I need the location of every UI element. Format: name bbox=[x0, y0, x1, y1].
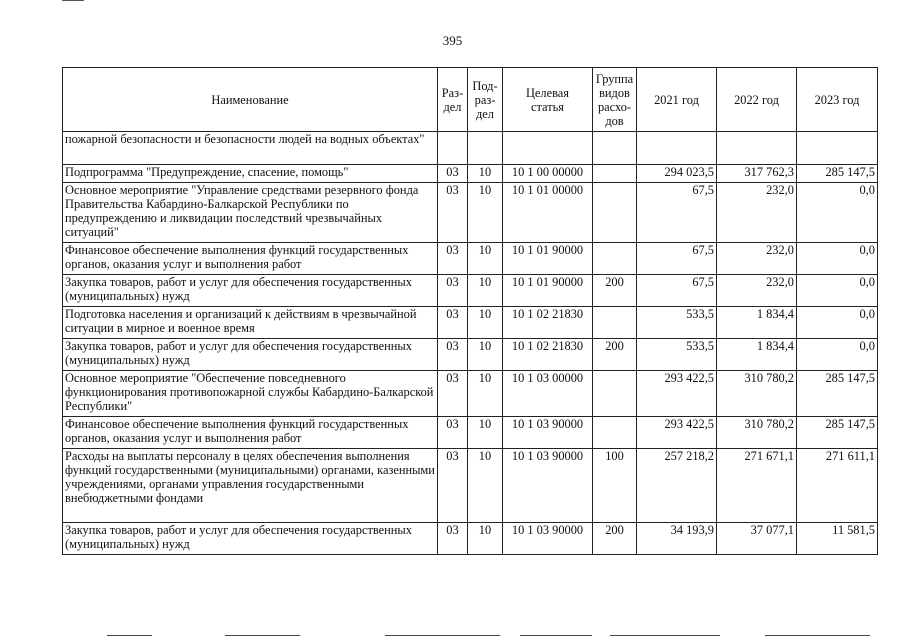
cell-2021: 67,5 bbox=[637, 275, 717, 307]
cell-2021 bbox=[637, 132, 717, 165]
cell-2022: 232,0 bbox=[717, 275, 797, 307]
cell-2021: 533,5 bbox=[637, 339, 717, 371]
cell-2021: 67,5 bbox=[637, 243, 717, 275]
cell-expense-group bbox=[593, 307, 637, 339]
cell-target-article bbox=[503, 132, 593, 165]
cell-2023: 285 147,5 bbox=[797, 371, 878, 417]
table-row bbox=[63, 339, 878, 371]
cell-expense-group bbox=[593, 132, 637, 165]
cell-2021: 34 193,9 bbox=[637, 523, 717, 555]
cell-name: Подготовка населения и организаций к действиям в чрезвычайной ситуации в мирное и военное время bbox=[63, 307, 438, 339]
cell-expense-group bbox=[593, 243, 637, 275]
cell-subsection: 10 bbox=[468, 165, 503, 183]
cell-section: 03 bbox=[438, 243, 468, 275]
cell-2021: 257 218,2 bbox=[637, 449, 717, 523]
cell-expense-group: 200 bbox=[593, 339, 637, 371]
cell-subsection: 10 bbox=[468, 243, 503, 275]
cell-target-article: 10 1 03 00000 bbox=[503, 371, 593, 417]
cell-name: Закупка товаров, работ и услуг для обеспечения государственных (муниципальных) нужд bbox=[63, 275, 438, 307]
cell-section: 03 bbox=[438, 371, 468, 417]
cell-name: Расходы на выплаты персоналу в целях обеспечения выполнения функций государственными (муниципальными) органами, казенными учреждениями, органами управления государственными внебюджетными фондами bbox=[63, 449, 438, 523]
cell-2022: 232,0 bbox=[717, 183, 797, 243]
cell-2023: 0,0 bbox=[797, 275, 878, 307]
cell-2022: 1 834,4 bbox=[717, 339, 797, 371]
cell-2023: 0,0 bbox=[797, 183, 878, 243]
cell-2023: 0,0 bbox=[797, 339, 878, 371]
cell-section: 03 bbox=[438, 307, 468, 339]
cell-subsection: 10 bbox=[468, 183, 503, 243]
cell-section: 03 bbox=[438, 523, 468, 555]
top-edge-mark bbox=[62, 0, 84, 1]
cell-subsection: 10 bbox=[468, 523, 503, 555]
header-section: Раз- дел bbox=[438, 68, 468, 132]
cell-subsection bbox=[468, 132, 503, 165]
budget-table bbox=[62, 67, 878, 555]
table-header-row bbox=[63, 68, 878, 132]
cell-subsection: 10 bbox=[468, 275, 503, 307]
cell-2021: 67,5 bbox=[637, 183, 717, 243]
cell-subsection: 10 bbox=[468, 449, 503, 523]
table-row bbox=[63, 371, 878, 417]
cell-target-article: 10 1 01 00000 bbox=[503, 183, 593, 243]
cell-2023: 0,0 bbox=[797, 243, 878, 275]
cell-section: 03 bbox=[438, 417, 468, 449]
cell-section: 03 bbox=[438, 183, 468, 243]
table-row bbox=[63, 523, 878, 555]
table-row bbox=[63, 449, 878, 523]
cell-expense-group: 200 bbox=[593, 523, 637, 555]
cell-expense-group: 100 bbox=[593, 449, 637, 523]
cell-target-article: 10 1 03 90000 bbox=[503, 449, 593, 523]
cell-subsection: 10 bbox=[468, 307, 503, 339]
table-row bbox=[63, 183, 878, 243]
cell-section: 03 bbox=[438, 275, 468, 307]
cell-expense-group bbox=[593, 371, 637, 417]
cell-2023: 11 581,5 bbox=[797, 523, 878, 555]
cell-2023: 285 147,5 bbox=[797, 165, 878, 183]
header-target-article: Целевая статья bbox=[503, 68, 593, 132]
cell-2022 bbox=[717, 132, 797, 165]
cell-2023 bbox=[797, 132, 878, 165]
cell-expense-group bbox=[593, 165, 637, 183]
cell-section: 03 bbox=[438, 339, 468, 371]
cell-2021: 294 023,5 bbox=[637, 165, 717, 183]
table-row bbox=[63, 275, 878, 307]
cell-name: пожарной безопасности и безопасности людей на водных объектах" bbox=[63, 132, 438, 165]
header-expense-group: Группа видов расхо- дов bbox=[593, 68, 637, 132]
cell-2023: 0,0 bbox=[797, 307, 878, 339]
cell-2021: 533,5 bbox=[637, 307, 717, 339]
header-name: Наименование bbox=[63, 68, 438, 132]
cell-2021: 293 422,5 bbox=[637, 371, 717, 417]
cell-target-article: 10 1 02 21830 bbox=[503, 307, 593, 339]
cell-2022: 37 077,1 bbox=[717, 523, 797, 555]
cell-section: 03 bbox=[438, 165, 468, 183]
cell-2022: 271 671,1 bbox=[717, 449, 797, 523]
cell-name: Основное мероприятие "Обеспечение повседневного функционирования противопожарной службы Кабардино-Балкарской Республики" bbox=[63, 371, 438, 417]
cell-name: Основное мероприятие "Управление средствами резервного фонда Правительства Кабардино-Балкарской Республики по предупреждению и ликвидации последствий чрезвычайных ситуаций" bbox=[63, 183, 438, 243]
cell-2022: 310 780,2 bbox=[717, 371, 797, 417]
header-2021: 2021 год bbox=[637, 68, 717, 132]
cell-section: 03 bbox=[438, 449, 468, 523]
header-2023: 2023 год bbox=[797, 68, 878, 132]
table-body bbox=[63, 132, 878, 555]
cell-expense-group: 200 bbox=[593, 275, 637, 307]
cell-target-article: 10 1 00 00000 bbox=[503, 165, 593, 183]
cell-2021: 293 422,5 bbox=[637, 417, 717, 449]
cell-target-article: 10 1 03 90000 bbox=[503, 417, 593, 449]
cell-name: Закупка товаров, работ и услуг для обеспечения государственных (муниципальных) нужд bbox=[63, 523, 438, 555]
cell-subsection: 10 bbox=[468, 417, 503, 449]
footer-rule-lines bbox=[0, 635, 905, 636]
cell-target-article: 10 1 03 90000 bbox=[503, 523, 593, 555]
cell-section bbox=[438, 132, 468, 165]
table-row bbox=[63, 165, 878, 183]
cell-2022: 310 780,2 bbox=[717, 417, 797, 449]
cell-2023: 271 611,1 bbox=[797, 449, 878, 523]
cell-2022: 1 834,4 bbox=[717, 307, 797, 339]
cell-name: Финансовое обеспечение выполнения функций государственных органов, оказания услуг и выполнения работ bbox=[63, 243, 438, 275]
cell-name: Финансовое обеспечение выполнения функций государственных органов, оказания услуг и выполнения работ bbox=[63, 417, 438, 449]
cell-name: Закупка товаров, работ и услуг для обеспечения государственных (муниципальных) нужд bbox=[63, 339, 438, 371]
cell-expense-group bbox=[593, 183, 637, 243]
cell-name: Подпрограмма "Предупреждение, спасение, помощь" bbox=[63, 165, 438, 183]
cell-2023: 285 147,5 bbox=[797, 417, 878, 449]
cell-2022: 317 762,3 bbox=[717, 165, 797, 183]
table-row bbox=[63, 307, 878, 339]
table-row bbox=[63, 417, 878, 449]
table-row bbox=[63, 132, 878, 165]
cell-subsection: 10 bbox=[468, 339, 503, 371]
cell-target-article: 10 1 01 90000 bbox=[503, 243, 593, 275]
cell-subsection: 10 bbox=[468, 371, 503, 417]
cell-target-article: 10 1 02 21830 bbox=[503, 339, 593, 371]
cell-2022: 232,0 bbox=[717, 243, 797, 275]
cell-target-article: 10 1 01 90000 bbox=[503, 275, 593, 307]
header-subsection: Под- раз- дел bbox=[468, 68, 503, 132]
page-number: 395 bbox=[442, 33, 463, 48]
table-row bbox=[63, 243, 878, 275]
cell-expense-group bbox=[593, 417, 637, 449]
header-2022: 2022 год bbox=[717, 68, 797, 132]
